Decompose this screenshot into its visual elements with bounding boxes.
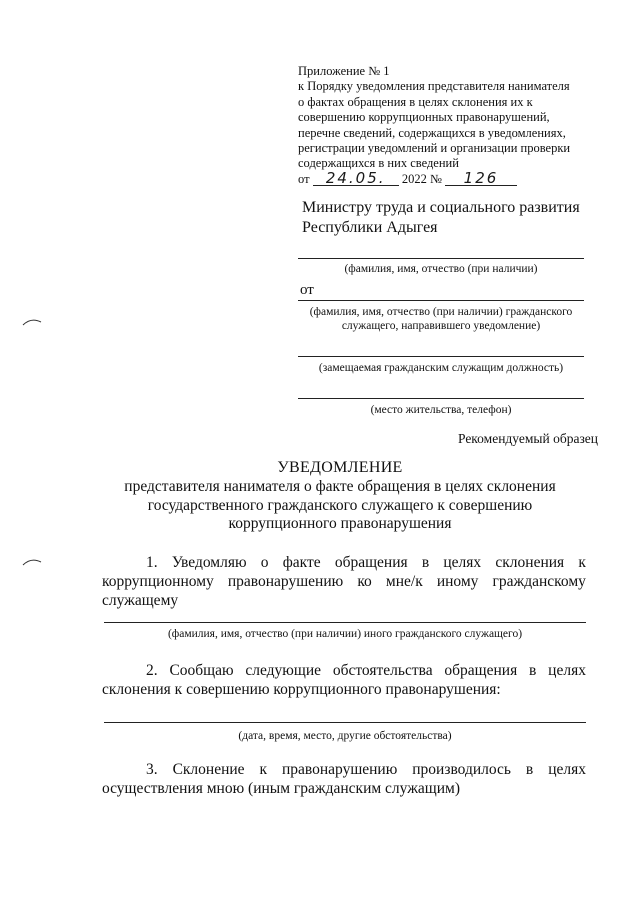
- appendix-line: совершению коррупционных правонарушений,: [298, 110, 550, 125]
- margin-mark: [22, 556, 42, 566]
- paragraph-1: [102, 553, 586, 610]
- word: производилось: [412, 761, 511, 778]
- caption-circumstances: (дата, время, место, другие обстоятельства): [238, 730, 452, 742]
- p1-line-1: [102, 553, 586, 572]
- word: следующие: [245, 662, 321, 679]
- appendix-line: к Порядку уведомления представителя нанимателя: [298, 79, 570, 94]
- p3-line-1: [102, 760, 586, 779]
- word: коррупционному: [102, 573, 214, 590]
- sample-note: Рекомендуемый образец: [457, 431, 598, 446]
- word: целях: [443, 554, 482, 571]
- fill-line-position[interactable]: [298, 356, 584, 357]
- word: к: [578, 554, 586, 571]
- p3-line-2: осуществления мною (иным гражданским служащим): [102, 780, 460, 797]
- word: правонарушению: [281, 761, 398, 778]
- fill-line-from[interactable]: [298, 300, 584, 301]
- margin-mark: [22, 316, 42, 326]
- p1-line-2: [102, 572, 586, 591]
- caption-fio: (фамилия, имя, отчество (при наличии): [344, 263, 538, 275]
- appendix-line: Приложение № 1: [298, 64, 390, 78]
- word: 1.: [146, 554, 158, 571]
- word: обращения: [334, 554, 408, 571]
- caption-position: (замещаемая гражданским служащим должность): [318, 362, 564, 374]
- date-number-line: [298, 168, 588, 187]
- p1-line-3: служащему: [102, 592, 179, 609]
- addressee-line: Министру труда и социального развития: [302, 199, 580, 216]
- word: целях: [548, 761, 586, 778]
- document-subtitle: [120, 478, 560, 534]
- word: гражданскому: [492, 573, 586, 590]
- fill-line-fio[interactable]: [298, 258, 584, 259]
- addressee: [302, 198, 580, 238]
- word: 2.: [146, 662, 158, 679]
- caption-line: служащего, направившего уведомление): [341, 320, 541, 332]
- appendix-line: о фактах обращения в целях склонения их к: [298, 94, 533, 109]
- subtitle-line: представителя нанимателя о факте обращения в целях склонения: [124, 478, 556, 495]
- word: 3.: [146, 761, 158, 778]
- word: о: [260, 554, 269, 571]
- date-prefix: от: [298, 171, 310, 186]
- word: Склонение: [172, 761, 245, 778]
- word: Уведомляю: [171, 554, 247, 571]
- fill-line-residence[interactable]: [298, 398, 584, 399]
- word: Сообщаю: [169, 662, 234, 679]
- caption-other-servant: (фамилия, имя, отчество (при наличии) иного гражданского служащего): [167, 628, 523, 640]
- word: в: [421, 554, 430, 571]
- word: в: [529, 662, 537, 679]
- word: обращения: [444, 662, 518, 679]
- document-title: УВЕДОМЛЕНИЕ: [277, 459, 403, 476]
- caption-servant-fio: [298, 305, 584, 333]
- caption-line: (фамилия, имя, отчество (при наличии) гражданского: [309, 306, 573, 318]
- word: правонарушению: [227, 573, 344, 590]
- word: склонения: [495, 554, 565, 571]
- word: обстоятельства: [332, 662, 433, 679]
- p2-line-2: склонения к совершению коррупционного правонарушения:: [102, 681, 501, 698]
- handwritten-date: 24.05.: [313, 172, 399, 186]
- fill-line-other-servant[interactable]: [104, 622, 586, 623]
- fill-line-circumstances[interactable]: [104, 722, 586, 723]
- paragraph-3: [102, 760, 586, 798]
- subtitle-line: коррупционного правонарушения: [228, 515, 452, 532]
- subtitle-line: государственного гражданского служащего к совершению: [147, 496, 533, 514]
- caption-residence: (место жительства, телефон): [370, 404, 512, 416]
- addressee-line: Республики Адыгея: [302, 219, 438, 236]
- from-label: от: [300, 282, 314, 298]
- p2-line-1: [102, 661, 586, 680]
- word: в: [525, 761, 534, 778]
- paragraph-2: [102, 661, 586, 699]
- appendix-line: содержащихся в них сведений: [298, 156, 459, 171]
- word: мне/к: [385, 573, 423, 590]
- word: иному: [436, 573, 479, 590]
- word: целях: [548, 662, 586, 679]
- appendix-line: перечне сведений, содержащихся в уведомлениях,: [298, 125, 566, 140]
- year-number-label: 2022 №: [401, 171, 442, 186]
- appendix-header: [298, 64, 588, 187]
- handwritten-number: 126: [445, 172, 517, 186]
- word: факте: [282, 554, 321, 571]
- word: к: [259, 761, 268, 778]
- word: ко: [357, 573, 372, 590]
- appendix-line: регистрации уведомлений и организации проверки: [298, 141, 571, 156]
